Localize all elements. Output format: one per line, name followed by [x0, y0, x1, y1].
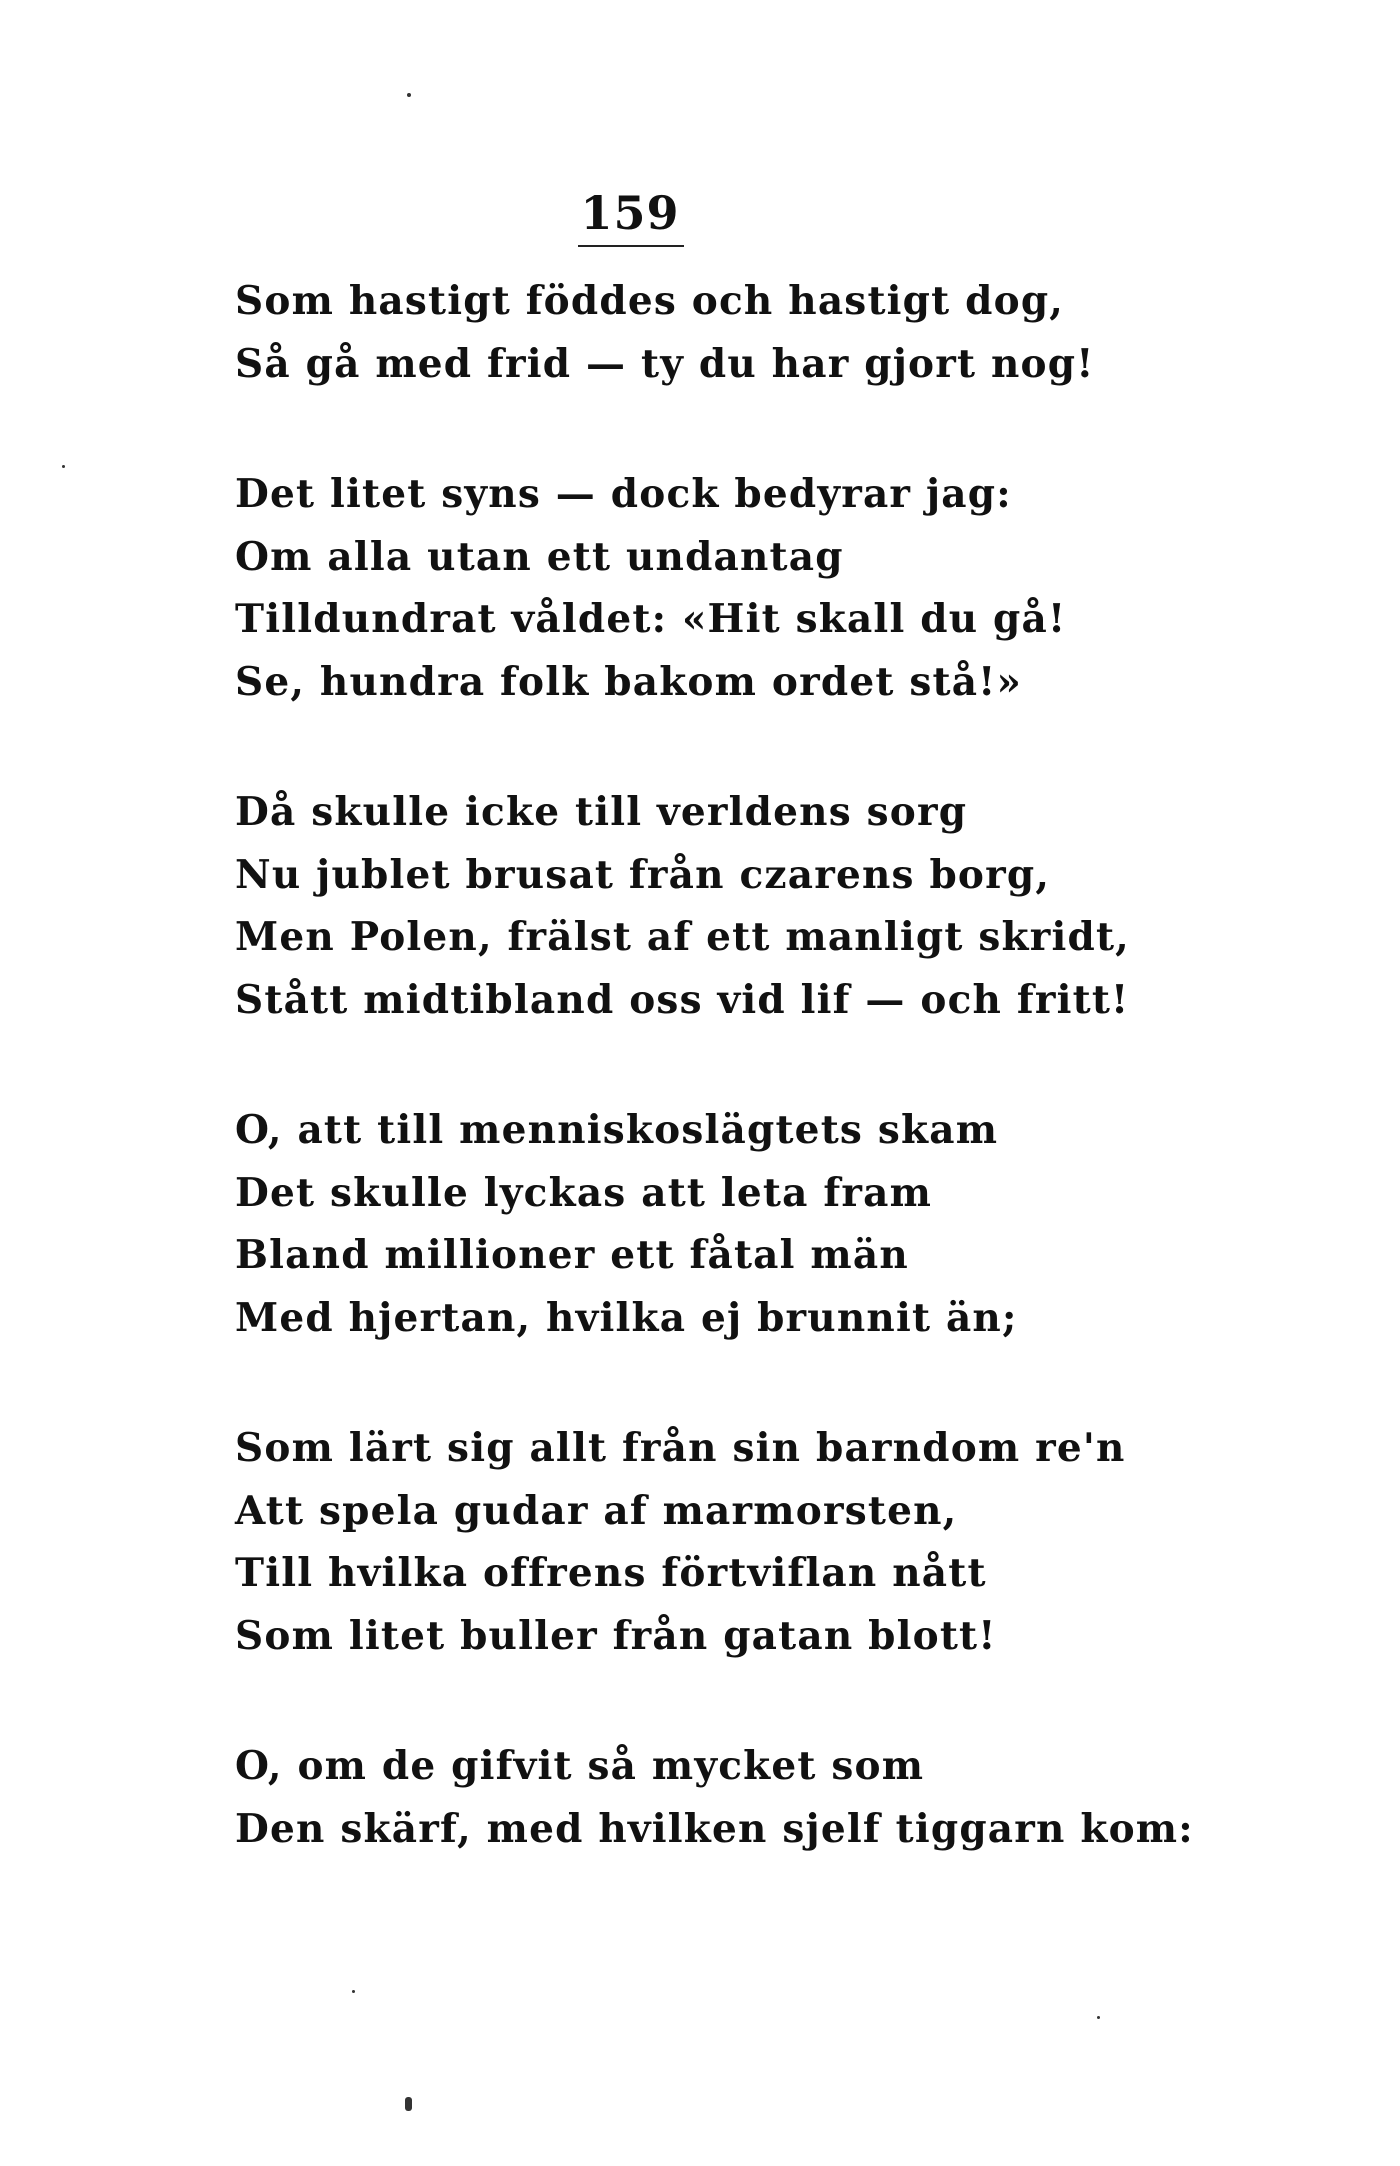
poem-line: Stått midtibland oss vid lif — och fritt! [235, 976, 1130, 1023]
poem-line: Nu jublet brusat från czarens borg, [235, 851, 1051, 898]
scan-speck [1097, 2016, 1100, 2019]
scan-speck [405, 2097, 412, 2111]
stanza-4 [235, 1099, 1335, 1349]
stanza-2 [235, 463, 1335, 713]
poem-line: Se, hundra folk bakom ordet stå!» [235, 658, 1023, 705]
poem-line: Som hastigt föddes och hastigt dog, [235, 278, 1065, 324]
poem-line: Den skärf, med hvilken sjelf tiggarn kom: [235, 1805, 1194, 1852]
poem-line: Som litet buller från gatan blott! [235, 1612, 997, 1659]
poem-line: Tilldundrat våldet: «Hit skall du gå! [235, 596, 1067, 642]
poem-line: O, om de gifvit så mycket som [235, 1743, 925, 1789]
stanza-6 [235, 1735, 1335, 1860]
scan-speck [62, 465, 65, 468]
poem-line: Bland millioner ett fåtal män [235, 1232, 909, 1278]
poem-line: Då skulle icke till verldens sorg [235, 789, 968, 835]
poem-line: Som lärt sig allt från sin barndom re'n [235, 1425, 1126, 1471]
page-number: 159 [580, 186, 680, 240]
poem-line: Så gå med frid — ty du har gjort nog! [235, 340, 1095, 387]
poem-line: O, att till menniskoslägtets skam [235, 1107, 999, 1153]
poem-line: Med hjertan, hvilka ej brunnit än; [235, 1294, 1018, 1341]
poem-line: Det litet syns — dock bedyrar jag: [235, 471, 1012, 517]
scan-speck [407, 93, 411, 97]
poem-line: Till hvilka offrens förtviflan nått [235, 1550, 987, 1596]
scan-speck [352, 1990, 355, 1993]
poem-line: Det skulle lyckas att leta fram [235, 1169, 933, 1216]
poem-line: Om alla utan ett undantag [235, 533, 844, 580]
poem-line: Men Polen, frälst af ett manligt skridt, [235, 914, 1130, 960]
stanza-5 [235, 1417, 1335, 1667]
page-number-rule [578, 245, 684, 247]
stanza-1 [235, 270, 1335, 395]
poem-line: Att spela gudar af marmorsten, [235, 1487, 958, 1534]
poem-text [235, 270, 1335, 1928]
stanza-3 [235, 781, 1335, 1031]
